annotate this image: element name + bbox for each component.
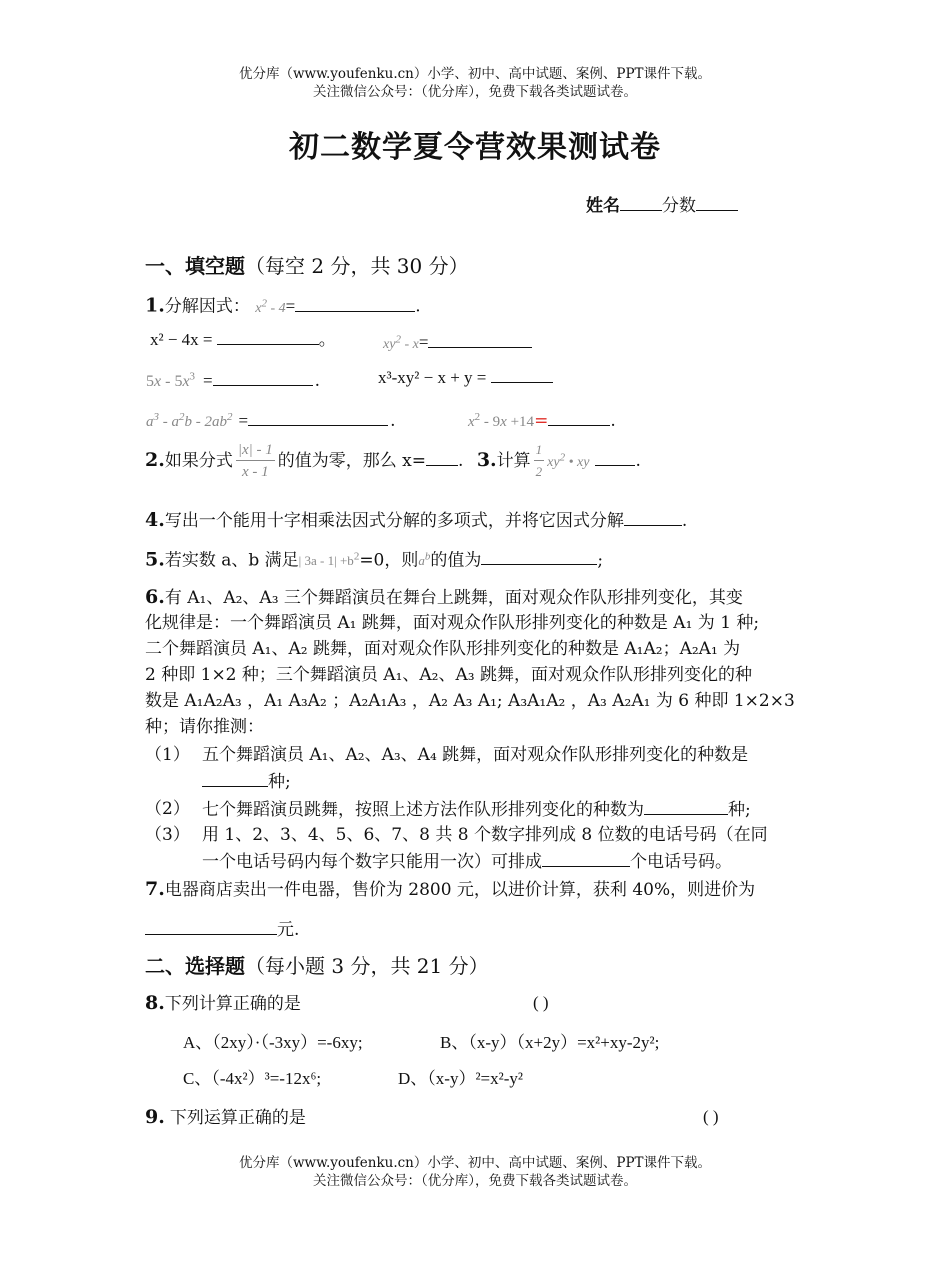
q5-pre: 若实数 a、b 满足 bbox=[164, 550, 299, 571]
q4-line bbox=[145, 507, 687, 534]
q8-line bbox=[145, 990, 301, 1017]
q6-sub1-text: 五个舞蹈演员 A₁、A₂、A₃、A₄ 跳舞，面对观众作队形排列变化的种数是 bbox=[202, 745, 749, 765]
q1-line3-right bbox=[378, 364, 553, 391]
q1-expr1: $x^2 - 4$ bbox=[255, 297, 286, 316]
q5-expr: | $3a - 1| +b^2$ bbox=[298, 551, 360, 569]
q1-expr4: $5x - 5x^3$ bbox=[146, 371, 196, 391]
q6-line6: 种；请你推测： bbox=[145, 717, 264, 737]
q2-fraction bbox=[236, 440, 275, 483]
q4-dot: . bbox=[681, 511, 688, 531]
q8-option-c[interactable]: C、（-4x²）³=-12x⁶; bbox=[183, 1069, 322, 1088]
q5-number: 5. bbox=[145, 548, 165, 571]
q1-blank4[interactable] bbox=[213, 367, 313, 386]
q1-expr2-end: 。 bbox=[318, 330, 336, 349]
q2-blank[interactable] bbox=[426, 447, 458, 466]
header-line-1: 优分库（www.youfenku.cn）小学、初中、高中试题、案例、PPT课件下载。 bbox=[238, 66, 712, 82]
q6-sub2-label: （2） bbox=[145, 799, 190, 819]
q6-number: 6. bbox=[145, 586, 165, 608]
q1-blank7[interactable] bbox=[548, 407, 610, 426]
q6-sub1-end bbox=[202, 768, 291, 795]
q6-sub3-text: 用 1、2、3、4、5、6、7、8 共 8 个数字排列成 8 位数的电话号码（在同 bbox=[202, 825, 768, 845]
name-score-line bbox=[586, 192, 738, 219]
q2-frac-num: |x| - 1 bbox=[236, 440, 275, 461]
q1-blank1[interactable] bbox=[295, 293, 415, 312]
q4-text: 写出一个能用十字相乘法因式分解的多项式，并将它因式分解 bbox=[164, 511, 624, 531]
q9-line bbox=[145, 1104, 306, 1131]
q2-dot: . bbox=[458, 451, 464, 471]
name-label: 姓名 bbox=[586, 196, 620, 216]
q3-frac-num: 1 bbox=[534, 440, 545, 461]
q6-line5: 数是 A₁A₂A₃ ，A₁ A₃A₂ ；A₂A₁A₃ ，A₂ A₃ A₁; A₃A₁A₂ ，A₃ A₂A₁ 为 6 种即 1×2×3 bbox=[145, 691, 795, 711]
q3-frac-den: 2 bbox=[535, 464, 543, 479]
q1-expr6: $a^3 - a^2b - 2ab^2$ bbox=[146, 411, 233, 430]
q8-option-d[interactable]: D、（x-y）²=x²-y² bbox=[398, 1069, 523, 1088]
q1-line1 bbox=[145, 290, 421, 322]
q7-tail: 元. bbox=[277, 920, 300, 940]
footer-line-1: 优分库（www.youfenku.cn）小学、初中、高中试题、案例、PPT课件下载。 bbox=[238, 1155, 712, 1171]
q3-expr: $xy^2$ • xy bbox=[547, 451, 590, 470]
q1-expr7: $x^2 - 9x +14$ bbox=[468, 411, 535, 430]
q5-end: ; bbox=[597, 550, 604, 571]
q9-answer-paren[interactable]: ( ) bbox=[703, 1107, 719, 1126]
q2-q3-line bbox=[145, 440, 641, 483]
q1-blank2[interactable] bbox=[217, 326, 319, 345]
q1-line4-right bbox=[468, 404, 616, 435]
q7-line2 bbox=[145, 916, 299, 943]
q6-sub3-text2: 一个电话号码内每个数字只能用一次）可排成 bbox=[202, 852, 542, 872]
section2-heading bbox=[145, 950, 489, 979]
q3-fraction bbox=[534, 440, 545, 483]
q1-dot6: . bbox=[390, 411, 396, 431]
q1-label: 分解因式： bbox=[164, 296, 250, 317]
q9-number: 9. bbox=[145, 1106, 165, 1128]
q6-line4: 2 种即 1×2 种；三个舞蹈演员 A₁、A₂、A₃ 跳舞，面对观众作队形排列变化的种 bbox=[145, 665, 752, 685]
q8-text: 下列计算正确的是 bbox=[164, 994, 301, 1014]
q3-dot: . bbox=[635, 451, 641, 471]
q7-blank[interactable] bbox=[145, 916, 277, 935]
q6-sub2-line bbox=[202, 796, 751, 823]
section2-title: 二、选择题 bbox=[145, 954, 245, 978]
q2-frac-den: x - 1 bbox=[241, 464, 269, 480]
q1-dot1: . bbox=[415, 296, 421, 317]
q2-pre: 如果分式 bbox=[164, 451, 233, 471]
section2-note: （每小题 3 分，共 21 分） bbox=[245, 954, 489, 978]
q1-dot7: . bbox=[610, 411, 616, 431]
q9-text: 下列运算正确的是 bbox=[169, 1108, 306, 1128]
q6-sub3-label: （3） bbox=[145, 825, 190, 845]
q5-line bbox=[145, 544, 603, 574]
q5-blank[interactable] bbox=[481, 546, 597, 565]
q3-number: 3. bbox=[476, 449, 497, 471]
q4-number: 4. bbox=[145, 509, 165, 531]
q7-text: 电器商店卖出一件电器，售价为 2800 元，以进价计算，获利 40%，则进价为 bbox=[164, 880, 756, 900]
q6-line1 bbox=[145, 584, 743, 611]
q6-sub3-blank[interactable] bbox=[542, 848, 630, 867]
section1-title: 一、填空题 bbox=[145, 254, 245, 278]
q5-power: $a^b$ bbox=[418, 551, 431, 569]
q1-blank6[interactable] bbox=[248, 407, 388, 426]
q1-expr6-eq: = bbox=[238, 411, 249, 430]
q1-line4-left bbox=[146, 404, 396, 435]
header-line-2: 关注微信公众号：（优分库），免费下载各类试题试卷。 bbox=[313, 84, 637, 100]
q5-post: 的值为 bbox=[430, 550, 482, 571]
q6-sub2-tail: 种; bbox=[728, 800, 751, 820]
q2-post: 的值为零，那么 x= bbox=[277, 451, 426, 471]
q6-sub1-label: （1） bbox=[145, 745, 190, 765]
q1-expr4-eq: = bbox=[203, 371, 213, 391]
q6-text-1: 有 A₁、A₂、A₃ 三个舞蹈演员在舞台上跳舞，面对观众作队形排列变化，其变 bbox=[164, 588, 743, 608]
q1-line2-left bbox=[150, 326, 336, 353]
q8-option-b[interactable]: B、（x-y）（x+2y）=x²+xy-2y²; bbox=[440, 1033, 660, 1052]
q1-expr1-eq: = bbox=[285, 296, 296, 316]
q8-answer-paren[interactable]: ( ) bbox=[533, 993, 549, 1012]
q1-dot4: . bbox=[314, 371, 321, 392]
q6-sub1-blank[interactable] bbox=[202, 768, 268, 787]
q2-number: 2. bbox=[145, 449, 165, 471]
q7-line1 bbox=[145, 876, 755, 903]
page-title: 初二数学夏令营效果测试卷 bbox=[289, 130, 661, 165]
q7-number: 7. bbox=[145, 878, 165, 900]
q3-blank[interactable] bbox=[595, 447, 635, 466]
q1-line2-right bbox=[383, 326, 532, 358]
q1-blank3[interactable] bbox=[428, 329, 532, 348]
q1-expr3-eq: = bbox=[418, 332, 429, 352]
q6-sub2-blank[interactable] bbox=[644, 796, 728, 815]
q1-expr2: x² − 4x = bbox=[150, 330, 213, 349]
q1-blank5[interactable] bbox=[491, 364, 553, 383]
q6-sub1-tail: 种; bbox=[268, 772, 291, 792]
score-label: 分数 bbox=[662, 196, 696, 216]
q8-number: 8. bbox=[145, 992, 165, 1014]
q4-blank[interactable] bbox=[624, 507, 682, 526]
section1-note: （每空 2 分，共 30 分） bbox=[245, 254, 469, 278]
q1-expr3: $xy^2$ - x bbox=[383, 333, 419, 352]
q6-sub3-tail: 个电话号码。 bbox=[630, 852, 732, 872]
q3-pre: 计算 bbox=[496, 451, 531, 471]
footer-line-2: 关注微信公众号：（优分库），免费下载各类试题试卷。 bbox=[313, 1173, 637, 1189]
q6-sub2-text: 七个舞蹈演员跳舞，按照上述方法作队形排列变化的种数为 bbox=[202, 800, 644, 820]
score-blank[interactable] bbox=[696, 192, 738, 211]
q6-line2: 化规律是：一个舞蹈演员 A₁ 跳舞，面对观众作队形排列变化的种数是 A₁ 为 1 种; bbox=[145, 613, 760, 633]
q1-expr7-eq: = bbox=[534, 411, 549, 431]
q5-mid: =0，则 bbox=[359, 550, 419, 571]
q1-line3-left bbox=[146, 364, 320, 395]
q6-sub3-line2 bbox=[202, 848, 732, 875]
q6-line3: 二个舞蹈演员 A₁、A₂ 跳舞，面对观众作队形排列变化的种数是 A₁A₂；A₂A₁ 为 bbox=[145, 639, 741, 659]
q8-option-a[interactable]: A、（2xy）·（-3xy）=-6xy; bbox=[183, 1033, 363, 1052]
section1-heading bbox=[145, 250, 469, 279]
name-blank[interactable] bbox=[620, 192, 662, 211]
q1-expr5: x³-xy² − x + y = bbox=[378, 368, 487, 387]
q1-number: 1. bbox=[145, 294, 165, 317]
